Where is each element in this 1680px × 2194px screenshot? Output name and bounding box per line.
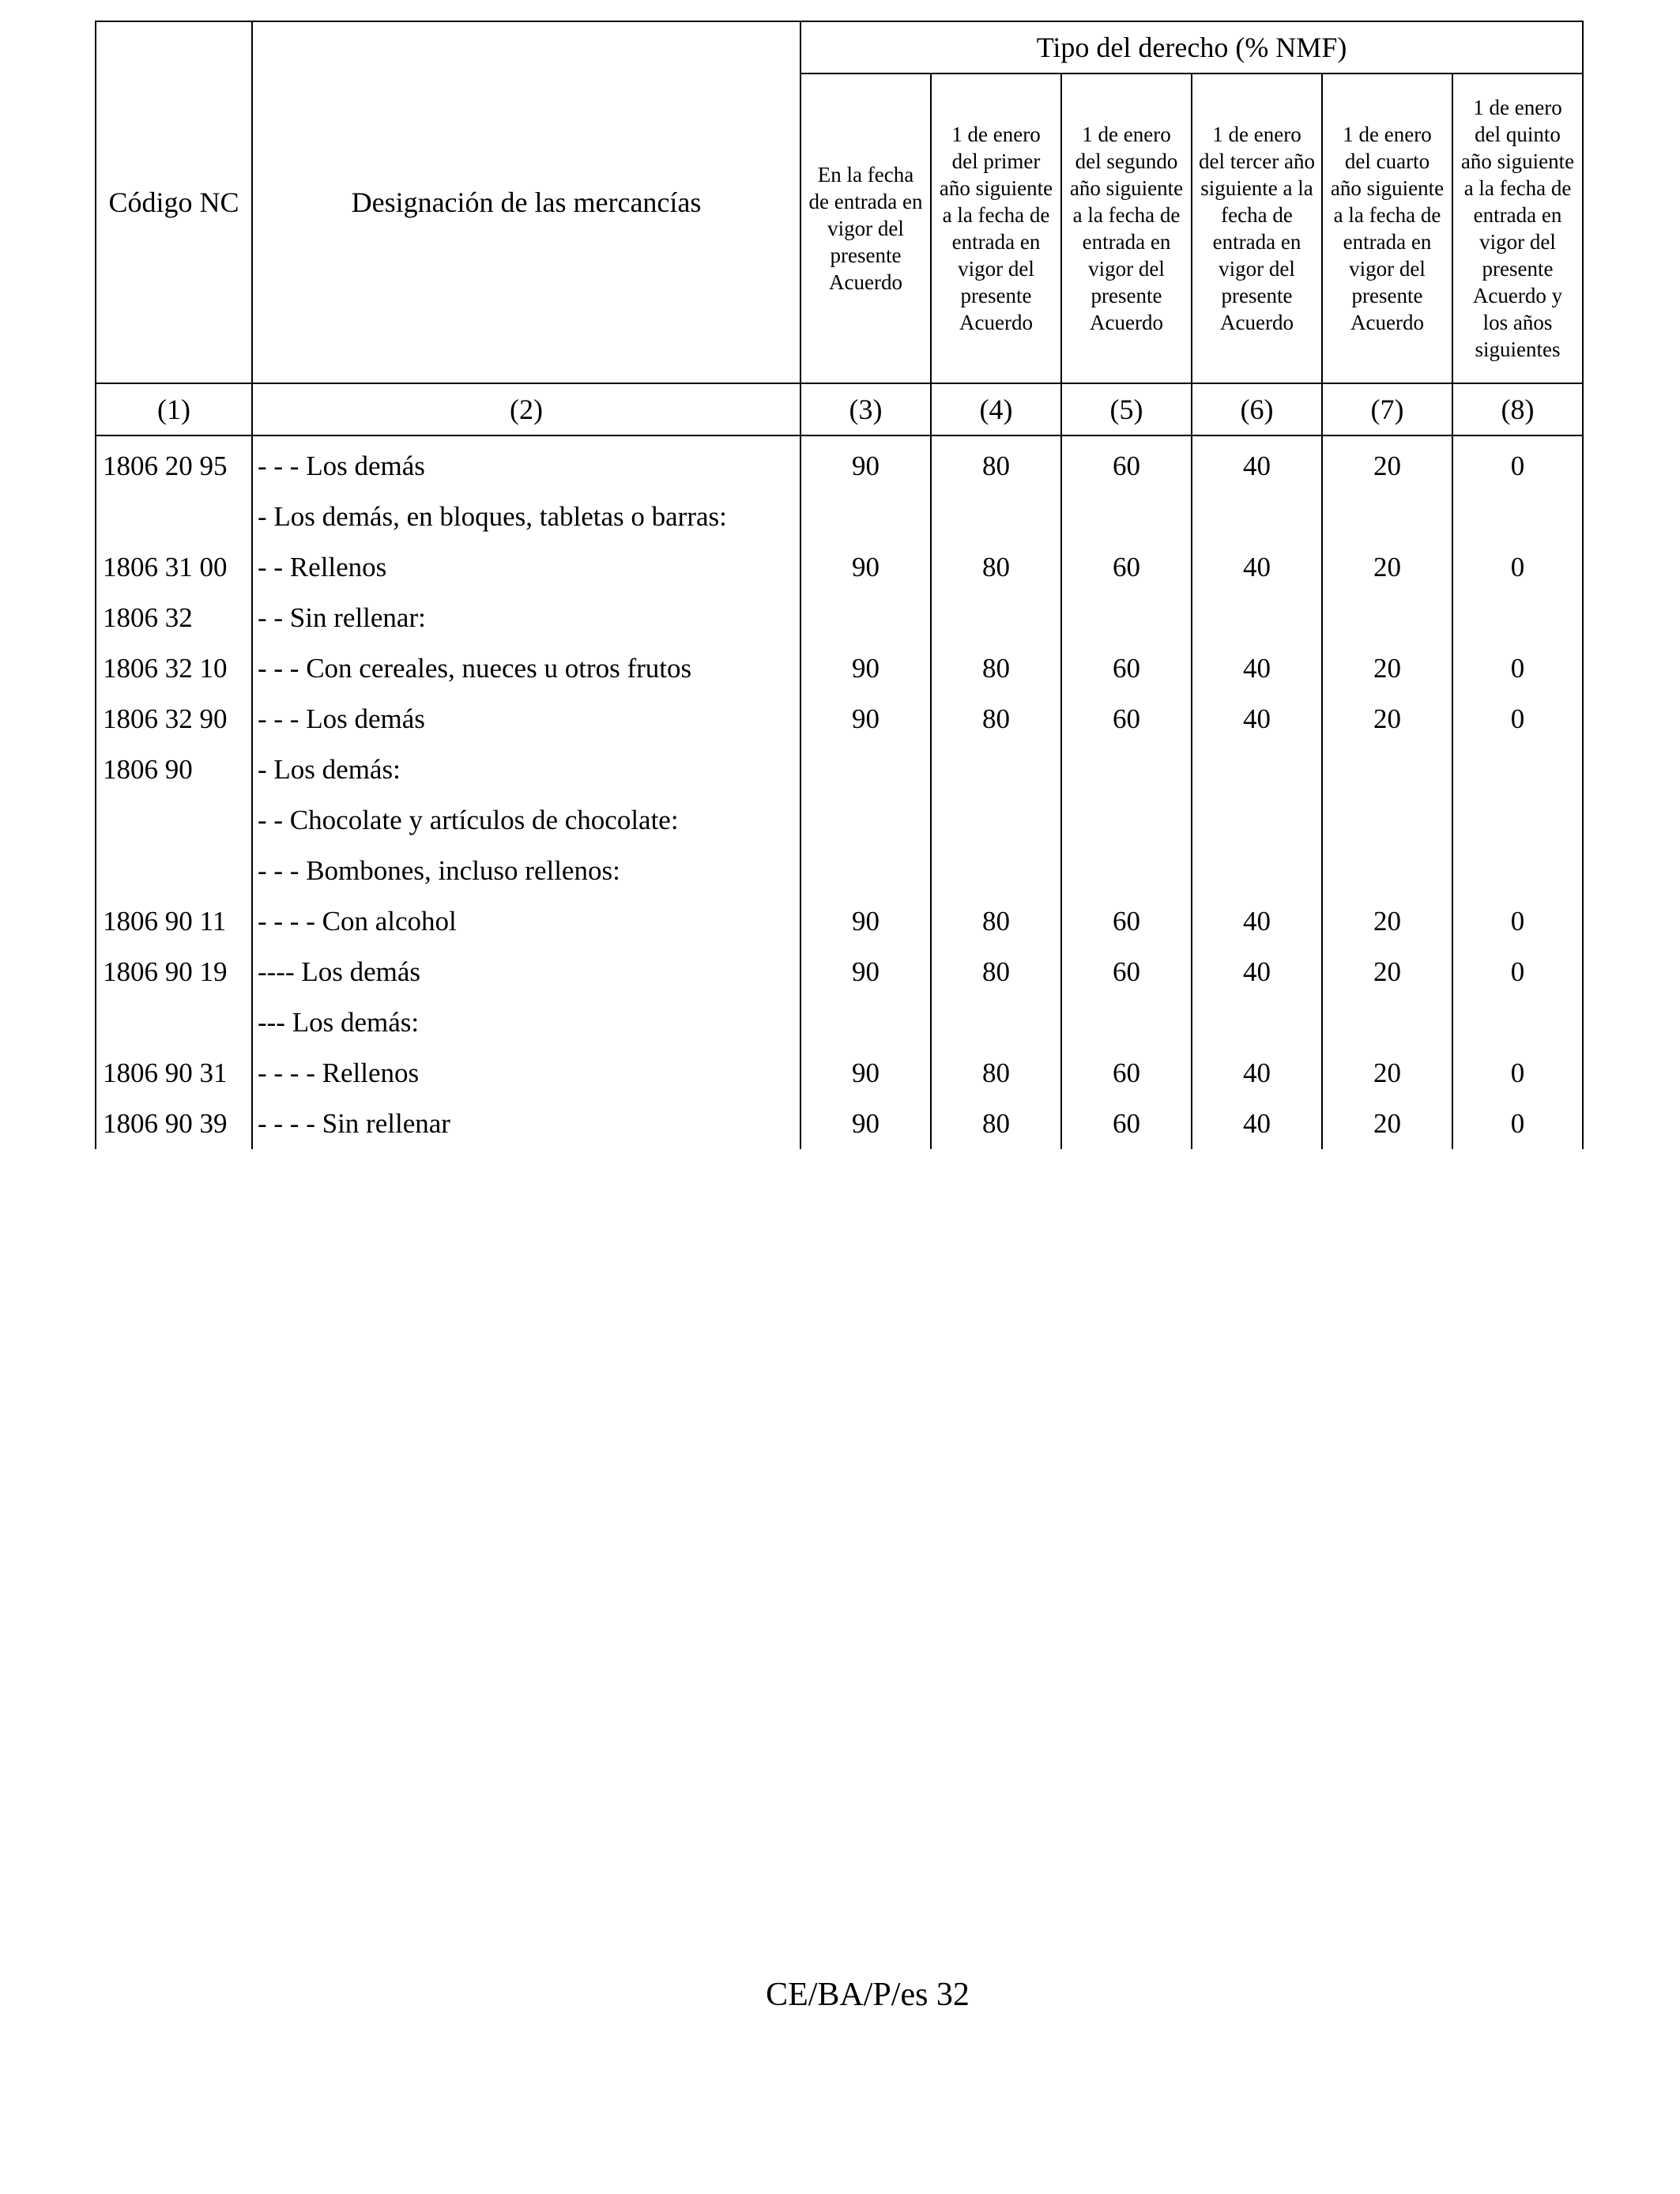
duty-rate-cell: 80 [931, 435, 1061, 492]
duty-rate-cell [1322, 846, 1452, 896]
duty-rate-cell: 80 [931, 694, 1061, 745]
header-stage-entry: En la fecha de entrada en vigor del presente Acuerdo [800, 74, 931, 383]
table-row [96, 947, 1583, 997]
duty-rate-cell: 60 [1061, 643, 1192, 694]
duty-rate-cell: 20 [1322, 947, 1452, 997]
cn-code-cell: 1806 32 [96, 593, 252, 643]
goods-description-cell: - - - Bombones, incluso rellenos: [252, 846, 800, 896]
table-row [96, 1099, 1583, 1149]
duty-rate-cell [931, 997, 1061, 1048]
goods-description-cell: - - Sin rellenar: [252, 593, 800, 643]
duty-rate-cell: 40 [1192, 1099, 1322, 1149]
cn-code-cell: 1806 90 [96, 745, 252, 795]
duty-rate-cell [1452, 795, 1583, 846]
duty-rate-cell: 20 [1322, 542, 1452, 593]
duty-rate-cell: 80 [931, 1048, 1061, 1099]
duty-rate-cell [800, 593, 931, 643]
cn-code-cell: 1806 32 90 [96, 694, 252, 745]
duty-rate-cell: 60 [1061, 947, 1192, 997]
header-row-column-numbers [96, 383, 1583, 435]
duty-rate-cell [1061, 745, 1192, 795]
column-number: (1) [96, 383, 252, 435]
table-row [96, 896, 1583, 947]
duty-rate-cell [800, 795, 931, 846]
duty-rate-cell: 40 [1192, 1048, 1322, 1099]
header-stage-year-5: 1 de enero del quinto año siguiente a la fecha de entrada en vigor del presente Acuerdo y los años siguientes [1452, 74, 1583, 383]
table-header [96, 21, 1583, 435]
duty-rate-cell [1452, 492, 1583, 542]
duty-rate-cell [1192, 795, 1322, 846]
duty-rate-cell [1061, 795, 1192, 846]
cn-code-cell: 1806 90 31 [96, 1048, 252, 1099]
column-number: (8) [1452, 383, 1583, 435]
duty-rate-cell [931, 745, 1061, 795]
duty-rate-cell: 90 [800, 435, 931, 492]
column-number: (4) [931, 383, 1061, 435]
column-number: (3) [800, 383, 931, 435]
duty-rate-cell: 0 [1452, 1048, 1583, 1099]
duty-rate-cell: 90 [800, 896, 931, 947]
duty-rate-cell: 0 [1452, 947, 1583, 997]
duty-rate-cell: 0 [1452, 896, 1583, 947]
goods-description-cell: - - Rellenos [252, 542, 800, 593]
table-row [96, 492, 1583, 542]
table-row [96, 694, 1583, 745]
duty-rate-cell [1452, 997, 1583, 1048]
cn-code-cell [96, 997, 252, 1048]
table-row [96, 435, 1583, 492]
table-row [96, 745, 1583, 795]
duty-rate-cell: 90 [800, 694, 931, 745]
header-row-top [96, 21, 1583, 74]
duty-rate-cell: 0 [1452, 435, 1583, 492]
duty-rate-cell: 60 [1061, 435, 1192, 492]
table-body [96, 435, 1583, 1149]
header-stage-year-1: 1 de enero del primer año siguiente a la fecha de entrada en vigor del presente Acuerdo [931, 74, 1061, 383]
goods-description-cell: - - - Con cereales, nueces u otros frutos [252, 643, 800, 694]
goods-description-cell: - - - - Rellenos [252, 1048, 800, 1099]
duty-rate-cell [931, 492, 1061, 542]
duty-rate-cell: 80 [931, 947, 1061, 997]
table-row [96, 542, 1583, 593]
goods-description-cell: ---- Los demás [252, 947, 800, 997]
duty-rate-cell [1061, 997, 1192, 1048]
cn-code-cell [96, 795, 252, 846]
duty-rate-cell: 0 [1452, 542, 1583, 593]
duty-rate-cell: 60 [1061, 1048, 1192, 1099]
table-row [96, 593, 1583, 643]
duty-rate-cell [800, 846, 931, 896]
duty-rate-cell: 0 [1452, 1099, 1583, 1149]
goods-description-cell: - - - Los demás [252, 435, 800, 492]
duty-rate-cell [931, 593, 1061, 643]
duty-rate-cell: 20 [1322, 694, 1452, 745]
duty-rate-cell [1322, 745, 1452, 795]
duty-rate-cell: 90 [800, 947, 931, 997]
duty-rate-cell [800, 492, 931, 542]
header-stage-year-4: 1 de enero del cuarto año siguiente a la fecha de entrada en vigor del presente Acuerdo [1322, 74, 1452, 383]
goods-description-cell: - - - - Con alcohol [252, 896, 800, 947]
duty-rate-cell: 20 [1322, 643, 1452, 694]
column-number: (2) [252, 383, 800, 435]
table-row [96, 1048, 1583, 1099]
duty-rate-cell: 20 [1322, 1048, 1452, 1099]
header-description: Designación de las mercancías [252, 21, 800, 383]
duty-rate-cell [1452, 846, 1583, 896]
goods-description-cell: - - Chocolate y artículos de chocolate: [252, 795, 800, 846]
duty-rate-cell: 0 [1452, 643, 1583, 694]
cn-code-cell: 1806 90 39 [96, 1099, 252, 1149]
table-row [96, 997, 1583, 1048]
goods-description-cell: - Los demás: [252, 745, 800, 795]
duty-rate-cell [1322, 593, 1452, 643]
duty-rate-cell: 80 [931, 896, 1061, 947]
duty-rate-cell [800, 745, 931, 795]
goods-description-cell: - - - - Sin rellenar [252, 1099, 800, 1149]
duty-rate-cell: 80 [931, 643, 1061, 694]
duty-rate-cell: 90 [800, 643, 931, 694]
duty-rate-cell: 90 [800, 542, 931, 593]
duty-rate-cell [1322, 492, 1452, 542]
cn-code-cell: 1806 20 95 [96, 435, 252, 492]
column-number: (6) [1192, 383, 1322, 435]
cn-code-cell [96, 492, 252, 542]
duty-rate-cell [1452, 593, 1583, 643]
column-number: (7) [1322, 383, 1452, 435]
goods-description-cell: - - - Los demás [252, 694, 800, 745]
duty-rate-cell: 80 [931, 1099, 1061, 1149]
duty-rate-cell: 40 [1192, 435, 1322, 492]
duty-rate-cell: 40 [1192, 643, 1322, 694]
header-stage-year-2: 1 de enero del segundo año siguiente a la fecha de entrada en vigor del presente Acuerdo [1061, 74, 1192, 383]
duty-rate-cell [1061, 593, 1192, 643]
tariff-table [95, 21, 1584, 1149]
duty-rate-cell [1192, 593, 1322, 643]
cn-code-cell: 1806 90 11 [96, 896, 252, 947]
duty-rate-cell: 80 [931, 542, 1061, 593]
cn-code-cell: 1806 90 19 [96, 947, 252, 997]
duty-rate-cell: 90 [800, 1048, 931, 1099]
duty-rate-cell [1322, 997, 1452, 1048]
header-stage-year-3: 1 de enero del tercer año siguiente a la fecha de entrada en vigor del presente Acuerdo [1192, 74, 1322, 383]
cn-code-cell: 1806 32 10 [96, 643, 252, 694]
goods-description-cell: - Los demás, en bloques, tabletas o barras: [252, 492, 800, 542]
duty-rate-cell [1192, 846, 1322, 896]
cn-code-cell: 1806 31 00 [96, 542, 252, 593]
duty-rate-cell [1322, 795, 1452, 846]
duty-rate-cell [1192, 492, 1322, 542]
duty-rate-cell: 20 [1322, 896, 1452, 947]
duty-rate-cell [931, 795, 1061, 846]
duty-rate-cell: 60 [1061, 896, 1192, 947]
duty-rate-cell [1192, 745, 1322, 795]
duty-rate-cell: 0 [1452, 694, 1583, 745]
duty-rate-cell [931, 846, 1061, 896]
duty-rate-cell [800, 997, 931, 1048]
duty-rate-cell: 60 [1061, 694, 1192, 745]
duty-rate-cell [1061, 492, 1192, 542]
table-row [96, 643, 1583, 694]
duty-rate-cell: 60 [1061, 1099, 1192, 1149]
duty-rate-cell: 90 [800, 1099, 931, 1149]
duty-rate-cell: 60 [1061, 542, 1192, 593]
duty-rate-cell: 20 [1322, 435, 1452, 492]
duty-rate-cell: 40 [1192, 694, 1322, 745]
document-reference: CE/BA/P/es 32 [766, 1977, 970, 2013]
goods-description-cell: --- Los demás: [252, 997, 800, 1048]
duty-rate-cell [1061, 846, 1192, 896]
table-row [96, 846, 1583, 896]
table-row [96, 795, 1583, 846]
duty-rate-cell: 40 [1192, 896, 1322, 947]
header-duty-rate-group: Tipo del derecho (% NMF) [800, 21, 1583, 74]
duty-rate-cell [1192, 997, 1322, 1048]
duty-rate-cell: 20 [1322, 1099, 1452, 1149]
duty-rate-cell: 40 [1192, 542, 1322, 593]
header-code: Código NC [96, 21, 252, 383]
column-number: (5) [1061, 383, 1192, 435]
duty-rate-cell: 40 [1192, 947, 1322, 997]
cn-code-cell [96, 846, 252, 896]
duty-rate-cell [1452, 745, 1583, 795]
